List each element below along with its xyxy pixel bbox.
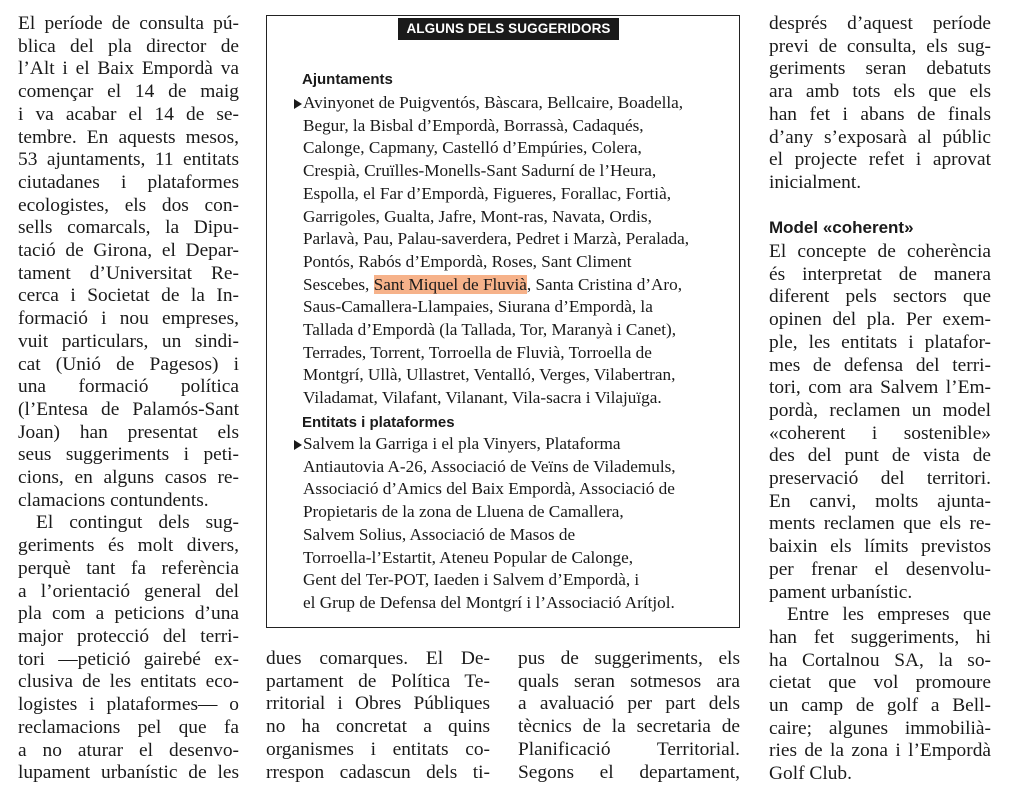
entitats-heading: Entitats i plataformes (302, 414, 455, 431)
text-line: inicialment. (769, 171, 862, 193)
text-line: lupament urbanístic de les (18, 762, 239, 784)
text-line: tació de Girona, el Depar- (18, 240, 239, 262)
list-line: Tallada d’Empordà (la Tallada, Tor, Maranyà i Canet), (303, 320, 677, 340)
text-line: quals seran sotmesos ara (518, 670, 740, 692)
column-4-top (769, 13, 991, 195)
suggeridors-box (266, 15, 740, 628)
list-line: Garrigoles, Gualta, Jafre, Mont-ras, Navata, Ordis, (303, 206, 652, 226)
text-line: partament de Política Te- (266, 670, 490, 692)
text-line: és interpretat de manera (769, 263, 991, 285)
text-line: Joan) han presentat els (18, 421, 239, 443)
text-line: formació i nou empreses, (18, 308, 239, 330)
text-line: un camp de golf a Bell- (769, 695, 991, 717)
text-line: a l’orientació general del (18, 580, 239, 602)
text-line: cietat que vol promoure (769, 672, 991, 694)
text-line: Entre les empreses que (787, 604, 991, 626)
list-line: Associació d’Amics del Baix Empordà, Associació de (303, 479, 675, 499)
text-line: d’any s’exposarà al públic (769, 126, 991, 148)
list-line: Pontós, Rabós d’Empordà, Roses, Sant Climent (303, 251, 632, 271)
text-line: diferent pels sectors que (769, 286, 991, 308)
text-line: previ de consulta, els sug- (769, 35, 991, 57)
text-line: des del punt de vista de (769, 445, 991, 467)
text-line: pordà, reclamen un model (769, 399, 991, 421)
text-fragment: , Santa Cristina d’Aro, (526, 274, 683, 294)
text-line: pla com a peticions d’una (18, 603, 239, 625)
bullet-triangle-icon (294, 440, 302, 450)
text-line: rritorial i Obres Públiques (266, 693, 490, 715)
list-line (303, 274, 689, 297)
text-line: mes de defensa del terri- (769, 354, 991, 376)
text-line: rrespon cadascun dels ti- (266, 761, 490, 783)
column-3 (518, 648, 740, 784)
text-fragment: Sescebes, (303, 274, 374, 294)
text-line: tembre. En aquests mesos, (18, 126, 239, 148)
text-line: reclamacions pel que fa (18, 716, 239, 738)
list-line: Begur, la Bisbal d’Empordà, Borrassà, Cadaqués, (303, 115, 644, 135)
text-line: no ha concretat a quins (266, 716, 490, 738)
text-line: Golf Club. (769, 763, 852, 785)
list-line: Parlavà, Pau, Palau-saverdera, Pedret i Marzà, Peralada, (303, 229, 690, 249)
highlighted-town: Sant Miquel de Fluvià (373, 274, 527, 294)
bullet-triangle-icon (294, 99, 302, 109)
list-line: Calonge, Capmany, Castelló d’Empúries, Colera, (303, 138, 642, 158)
text-line: ple, les entitats i platafor- (769, 331, 991, 353)
text-line: Planificació Territorial. (518, 738, 740, 760)
text-line: cerca i Societat de la In- (18, 285, 239, 307)
text-line: ha Cortalnou SA, la so- (769, 649, 991, 671)
text-line: han fet suggeriments, hi (769, 626, 991, 648)
text-line: a no aturar el desenvo- (18, 739, 239, 761)
list-line: Viladamat, Vilafant, Vilanant, Vila-sacra i Vilajuïga. (303, 388, 662, 408)
ajuntaments-heading: Ajuntaments (302, 71, 393, 88)
text-line: per frenar el desenvolu- (769, 558, 991, 580)
text-line: vuit particulars, un sindi- (18, 330, 239, 352)
text-line: començar el 14 de maig (18, 81, 239, 103)
text-line: blica del pla director de (18, 35, 239, 57)
list-line: Salvem la Garriga i el pla Vinyers, Plataforma (303, 434, 621, 453)
text-line: El període de consulta pú- (18, 13, 239, 34)
text-line: dues comarques. El De- (266, 648, 490, 669)
text-line: Segons el departament, (518, 761, 740, 783)
text-line: cions, en alguns casos re- (18, 467, 239, 489)
text-line: tament d’Universitat Re- (18, 262, 239, 284)
list-line: Avinyonet de Puigventós, Bàscara, Bellcaire, Boadella, (303, 93, 684, 112)
list-line: Salvem Solius, Associació de Masos de (303, 524, 576, 544)
list-line: Gent del Ter-POT, Iaeden i Salvem d’Empordà, i (303, 570, 640, 590)
column-2 (266, 648, 490, 784)
text-line: sells comarcals, la Dipu- (18, 217, 239, 239)
text-line: logistes i plataformes— o (18, 694, 239, 716)
text-line: «coherent i sostenible» (769, 422, 991, 444)
column-4-body (769, 241, 991, 786)
ajuntaments-list (303, 92, 689, 410)
text-line: tori, com ara Salvem l’Em- (769, 377, 991, 399)
text-line: ciutadanes i plataformes (18, 171, 239, 193)
list-line: Montgrí, Ullà, Ullastret, Ventalló, Verges, Vilabertran, (303, 365, 676, 385)
text-line: organismes i entitats co- (266, 738, 490, 760)
text-line: geriments és molt divers, (18, 535, 239, 557)
text-line: cat (Unió de Pagesos) i (18, 353, 239, 375)
text-line: i va acabar el 14 de se- (18, 103, 239, 125)
list-line: el Grup de Defensa del Montgrí i l’Associació Arítjol. (303, 592, 675, 612)
list-line: Saus-Camallera-Llampaies, Siurana d’Empordà, la (303, 297, 653, 317)
text-line: ecologistes, els dos con- (18, 194, 239, 216)
box-title: ALGUNS DELS SUGGERIDORS (398, 18, 619, 40)
text-line: 53 ajuntaments, 11 entitats (18, 149, 239, 171)
text-line: El contingut dels sug- (36, 512, 239, 534)
text-line: després d’aquest període (769, 13, 991, 34)
text-line: clusiva de les entitats eco- (18, 671, 239, 693)
text-line: a avaluació per part dels (518, 693, 740, 715)
list-line: Propietaris de la zona de Lluena de Camallera, (303, 502, 624, 522)
text-line: tori —petició gairebé ex- (18, 648, 239, 670)
text-line: clamacions contundents. (18, 489, 209, 511)
text-line: una formació política (18, 376, 239, 398)
text-line: pus de suggeriments, els (518, 648, 740, 669)
text-line: baixin els límits previstos (769, 536, 991, 558)
text-line: major protecció del terri- (18, 625, 239, 647)
text-line: El concepte de coherència (769, 241, 991, 262)
column-1 (18, 13, 239, 785)
list-line: Antiautovia A-26, Associació de Veïns de Vilademuls, (303, 456, 676, 476)
text-line: pament urbanístic. (769, 581, 913, 603)
text-line: ments reclamen que els re- (769, 513, 991, 535)
section-subhead: Model «coherent» (769, 218, 914, 237)
text-line: geriments seran debatuts (769, 58, 991, 80)
text-line: ries de la zona i l’Empordà (769, 740, 991, 762)
text-line: preservació del territori. (769, 468, 991, 490)
text-line: seus suggeriments i peti- (18, 444, 239, 466)
text-line: han fet i abans de finals (769, 103, 991, 125)
text-line: (l’Entesa de Palamós-Sant (18, 398, 239, 420)
text-line: En canvi, molts ajunta- (769, 490, 991, 512)
entitats-list (303, 433, 676, 615)
list-line: Espolla, el Far d’Empordà, Figueres, Forallac, Fortià, (303, 183, 672, 203)
list-line: Terrades, Torrent, Torroella de Fluvià, Torroella de (303, 342, 652, 362)
text-line: ara amb tots els que els (769, 81, 991, 103)
list-line: Torroella-l’Estartit, Ateneu Popular de Calonge, (303, 547, 634, 567)
text-line: tècnics de la secretaria de (518, 716, 740, 738)
text-line: caire; algunes immobilià- (769, 717, 991, 739)
text-line: perquè tant fa referència (18, 557, 239, 579)
text-line: el projecte refet i aprovat (769, 149, 991, 171)
list-line: Crespià, Cruïlles-Monells-Sant Sadurní de l’Heura, (303, 161, 657, 181)
text-line: l’Alt i el Baix Empordà va (18, 58, 239, 80)
text-line: opinen del pla. Per exem- (769, 309, 991, 331)
